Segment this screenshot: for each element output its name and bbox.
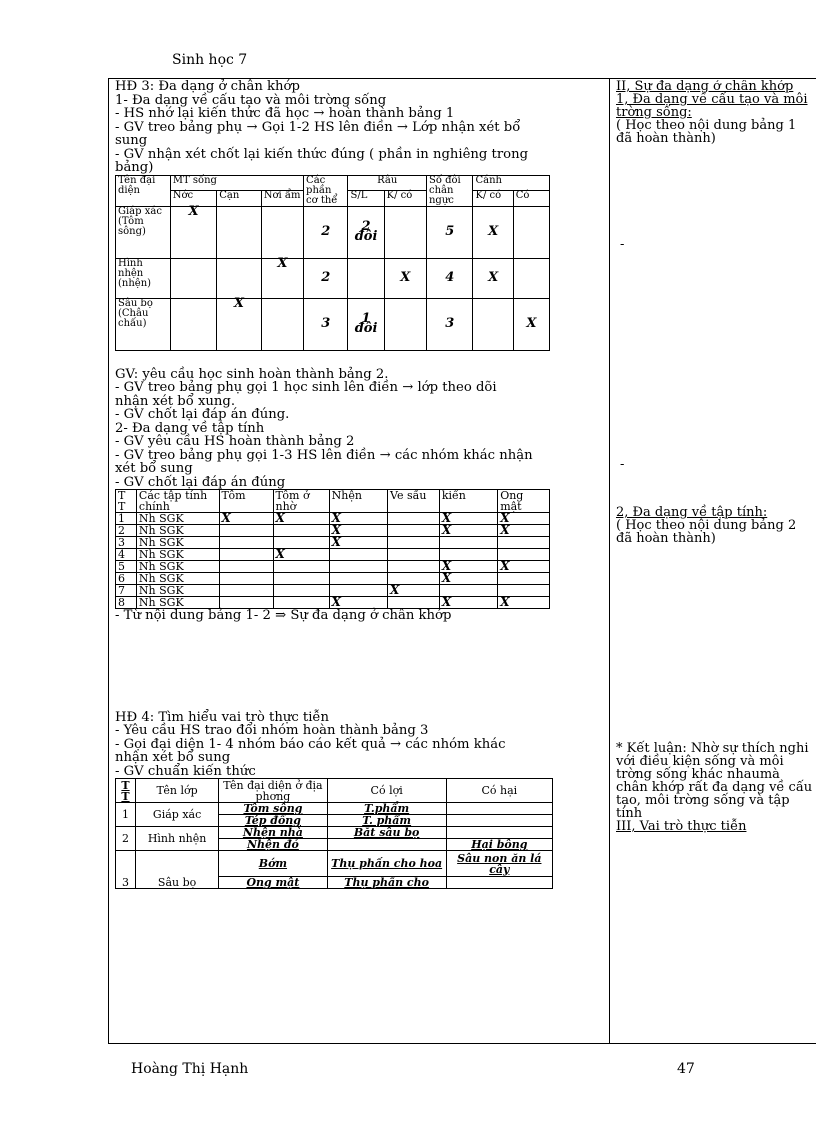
column-divider bbox=[609, 78, 610, 1044]
table-cell: X bbox=[439, 597, 497, 609]
table-cell bbox=[217, 258, 261, 298]
table-cell: X bbox=[439, 573, 497, 585]
text-line: - GV chuẩn kiến thức bbox=[115, 763, 256, 779]
text-line: - Từ nội dung bảng 1- 2 ⇒ Sự đa dạng ở chân khớp bbox=[115, 608, 452, 623]
table-cell: X bbox=[170, 206, 217, 258]
table-cell: Thụ phấn cho hoa bbox=[327, 851, 446, 877]
table-header: T T bbox=[116, 779, 136, 803]
table-cell: X bbox=[329, 597, 387, 609]
table-cell: Nhện nhà bbox=[219, 827, 327, 839]
table-cell: 2 bbox=[304, 258, 348, 298]
table-cell bbox=[388, 525, 440, 537]
conclusion-line: tính bbox=[616, 806, 643, 821]
footer-author: Hoàng Thị Hạnh bbox=[131, 1061, 249, 1077]
text-line: trờng sống: bbox=[616, 105, 692, 120]
table-cell: 4 bbox=[116, 549, 137, 561]
text-line: 1- Đa dạng về cấu tạo và môi trờng sống bbox=[115, 92, 387, 108]
table-header: kiến bbox=[439, 490, 497, 513]
table-cell bbox=[327, 839, 446, 851]
table-cell: Hình nhện (nhện) bbox=[116, 258, 171, 298]
table-header: Có hại bbox=[446, 779, 552, 803]
table-cell: 1 đôi bbox=[348, 298, 384, 350]
table-cell bbox=[513, 206, 549, 258]
table-cell: Thụ phấn cho bbox=[327, 877, 446, 889]
table-cell: Nh SGK bbox=[136, 585, 219, 597]
table-cell: X bbox=[498, 597, 550, 609]
table-header: Số đôi chân ngực bbox=[426, 175, 473, 206]
page-header-subject: Sinh học 7 bbox=[172, 52, 248, 68]
table-cell bbox=[384, 206, 426, 258]
table-cell bbox=[261, 206, 303, 258]
table-cell bbox=[388, 549, 440, 561]
conclusion-line: * Kết luận: Nhờ sự thích nghi bbox=[616, 741, 809, 756]
conclusion-line: tạo, môi trờng sống và tập bbox=[616, 793, 790, 808]
table-header: Tên đại diện ở địa phơng bbox=[219, 779, 327, 803]
table-row bbox=[116, 573, 550, 585]
table-cell: 2 bbox=[304, 206, 348, 258]
table-cell bbox=[388, 513, 440, 525]
table-cell: X bbox=[473, 206, 513, 258]
table-cell bbox=[446, 827, 552, 839]
table-cell bbox=[219, 585, 273, 597]
table-cell bbox=[329, 573, 387, 585]
table-cell: 1 bbox=[116, 513, 137, 525]
text-line: - GV chốt lại đáp án đúng bbox=[115, 474, 286, 490]
table-cell bbox=[446, 803, 552, 815]
hd3-title: HĐ 3: Đa dạng ở chân khớp bbox=[115, 79, 300, 94]
dash-marker: - bbox=[620, 237, 625, 252]
table-header: Tôm ở nhờ bbox=[273, 490, 329, 513]
table-cell: Giáp xác (Tôm sông) bbox=[116, 206, 171, 258]
table-row bbox=[116, 537, 550, 549]
table-cell: X bbox=[329, 513, 387, 525]
table-1-diversity-structure bbox=[115, 175, 550, 351]
text-line: 1, Đa dạng về cấu tạo và môi bbox=[616, 92, 808, 107]
text-line: đã hoàn thành) bbox=[616, 531, 716, 546]
table-row bbox=[116, 549, 550, 561]
table-cell: Nhện đỏ bbox=[219, 839, 327, 851]
table-2-behaviors bbox=[115, 489, 550, 609]
table-header: Râu bbox=[348, 175, 427, 191]
table-header: Tên lớp bbox=[136, 779, 219, 803]
table-3-practical-role bbox=[115, 778, 553, 889]
table-cell bbox=[446, 877, 552, 889]
table-cell bbox=[388, 561, 440, 573]
table-cell: 5 bbox=[426, 206, 473, 258]
table-cell bbox=[388, 537, 440, 549]
text-line: - HS nhớ lại kiến thức đã học → hoàn thành bảng 1 bbox=[115, 106, 455, 121]
section-title: II, Sự đa dạng ở chân khớp bbox=[616, 80, 794, 94]
table-cell bbox=[261, 298, 303, 350]
text-line: sung bbox=[115, 133, 148, 148]
table-cell: 3 bbox=[304, 298, 348, 350]
table-cell bbox=[439, 537, 497, 549]
table-cell bbox=[170, 258, 217, 298]
table-header: Nớc bbox=[170, 191, 217, 207]
dash-marker: - bbox=[620, 457, 625, 472]
table-cell bbox=[217, 206, 261, 258]
table-header: K/ có bbox=[384, 191, 426, 207]
text-line: nhận xét bổ sung bbox=[115, 750, 231, 765]
table-row bbox=[116, 597, 550, 609]
table-cell bbox=[329, 549, 387, 561]
table-cell bbox=[219, 525, 273, 537]
table-header: T T bbox=[116, 490, 137, 513]
text-line: - Gọi đại diện 1- 4 nhóm báo cáo kết quả → các nhóm khác bbox=[115, 736, 506, 752]
table-cell: Sâu non ăn lá cây bbox=[446, 851, 552, 877]
section-title: III, Vai trò thực tiễn bbox=[616, 819, 747, 834]
text-line: ( Học theo nội dung bảng 1 bbox=[616, 118, 797, 133]
table-cell: X bbox=[513, 298, 549, 350]
text-line: - Yêu cầu HS trao đổi nhóm hoàn thành bảng 3 bbox=[115, 723, 429, 738]
table-row bbox=[116, 561, 550, 573]
table-header: S/L bbox=[348, 191, 384, 207]
table-cell: X bbox=[329, 537, 387, 549]
text-line: ( Học theo nội dung bảng 2 bbox=[616, 518, 797, 533]
table-header: Ong mật bbox=[498, 490, 550, 513]
table-cell: Sâu bọ (Châu chấu) bbox=[116, 298, 171, 350]
table-cell: X bbox=[273, 549, 329, 561]
table-header: Tên đại diện bbox=[116, 175, 171, 206]
table-cell bbox=[329, 561, 387, 573]
table-header: K/ có bbox=[473, 191, 513, 207]
table-cell: X bbox=[498, 525, 550, 537]
table-cell: Ong mật bbox=[219, 877, 327, 889]
table-cell bbox=[219, 561, 273, 573]
table-header: Tôm bbox=[219, 490, 273, 513]
text-line: đã hoàn thành) bbox=[616, 131, 716, 146]
table-cell: 6 bbox=[116, 573, 137, 585]
table-cell bbox=[273, 585, 329, 597]
table-header: Các phần cơ thể bbox=[304, 175, 348, 206]
table-cell: 3 bbox=[426, 298, 473, 350]
text-line: 2- Đa dạng về tập tính bbox=[115, 420, 265, 436]
text-line: nhận xét bổ xung. bbox=[115, 393, 236, 409]
table-header: Có lợi bbox=[327, 779, 446, 803]
text-line: - GV treo bảng phụ gọi 1 học sinh lên điền → lớp theo dõi bbox=[115, 380, 497, 395]
table-cell: 3 bbox=[116, 537, 137, 549]
table-cell: X bbox=[498, 513, 550, 525]
table-cell bbox=[170, 298, 217, 350]
text-line: - GV treo bảng phụ gọi 1-3 HS lên điền → các nhóm khác nhận bbox=[115, 447, 533, 463]
table-cell: X bbox=[473, 258, 513, 298]
table-cell: Nh SGK bbox=[136, 561, 219, 573]
table-header: Ve sầu bbox=[388, 490, 440, 513]
table-cell bbox=[473, 298, 513, 350]
text-line: xét bổ sung bbox=[115, 461, 193, 476]
text-line: - GV yêu cầu HS hoàn thành bảng 2 bbox=[115, 434, 355, 449]
table-cell: X bbox=[273, 513, 329, 525]
table-cell bbox=[498, 537, 550, 549]
table-cell bbox=[273, 561, 329, 573]
table-cell bbox=[273, 573, 329, 585]
table-cell: Bắt sâu bọ bbox=[327, 827, 446, 839]
table-header: Cạn bbox=[217, 191, 261, 207]
table-cell: Nh SGK bbox=[136, 537, 219, 549]
text-line: bảng) bbox=[115, 160, 154, 175]
section-title: 2, Đa dạng về tập tính: bbox=[616, 505, 768, 520]
table-header: Nhện bbox=[329, 490, 387, 513]
table-cell: X bbox=[217, 298, 261, 350]
table-cell: X bbox=[261, 258, 303, 298]
table-cell: 2 bbox=[116, 827, 136, 851]
conclusion-line: trờng sống khác nhaumà bbox=[616, 767, 780, 782]
table-cell bbox=[219, 597, 273, 609]
table-cell: Nh SGK bbox=[136, 513, 219, 525]
table-cell bbox=[273, 525, 329, 537]
table-cell: 8 bbox=[116, 597, 137, 609]
table-cell: Sâu bọ bbox=[136, 851, 219, 889]
table-cell: Tép đồng bbox=[219, 815, 327, 827]
table-cell: Nh SGK bbox=[136, 573, 219, 585]
table-cell bbox=[219, 573, 273, 585]
table-cell: Nh SGK bbox=[136, 549, 219, 561]
table-cell: Bớm bbox=[219, 851, 327, 877]
table-cell: Hại bông bbox=[446, 839, 552, 851]
table-cell: 2 đôi bbox=[348, 206, 384, 258]
table-header: Cánh bbox=[473, 175, 550, 191]
table-cell bbox=[498, 573, 550, 585]
table-cell: Giáp xác bbox=[136, 803, 219, 827]
footer-page-number: 47 bbox=[677, 1061, 695, 1077]
text-line: GV: yêu cầu học sinh hoàn thành bảng 2. bbox=[115, 366, 389, 382]
table-cell: X bbox=[439, 513, 497, 525]
table-header: Nơi ẩm bbox=[261, 191, 303, 207]
notes-column bbox=[616, 80, 816, 1040]
table-cell: X bbox=[329, 525, 387, 537]
table-cell bbox=[273, 597, 329, 609]
table-cell: X bbox=[388, 585, 440, 597]
teacher-activities-column bbox=[115, 80, 607, 889]
table-cell: Nh SGK bbox=[136, 597, 219, 609]
hd4-title: HĐ 4: Tìm hiểu vai trò thực tiễn bbox=[115, 709, 330, 725]
conclusion-line: với điều kiện sống và môi bbox=[616, 754, 784, 769]
table-cell: Hình nhện bbox=[136, 827, 219, 851]
table-cell: Nh SGK bbox=[136, 525, 219, 537]
text-line: - GV nhận xét chốt lại kiến thức đúng ( phần in nghiêng trong bbox=[115, 146, 529, 162]
table-cell bbox=[513, 258, 549, 298]
table-cell: X bbox=[219, 513, 273, 525]
text-line: - GV treo bảng phụ → Gọi 1-2 HS lên điền → Lớp nhận xét bổ bbox=[115, 119, 521, 135]
table-cell: T.phẩm bbox=[327, 803, 446, 815]
table-cell bbox=[219, 549, 273, 561]
table-cell: X bbox=[439, 525, 497, 537]
table-cell bbox=[348, 258, 384, 298]
table-cell: X bbox=[498, 561, 550, 573]
table-cell: 7 bbox=[116, 585, 137, 597]
table-cell: 3 bbox=[116, 851, 136, 889]
table-cell bbox=[446, 815, 552, 827]
conclusion-line: chân khớp rất đa dạng về cấu bbox=[616, 780, 813, 795]
table-cell bbox=[384, 298, 426, 350]
table-cell: T. phẩm bbox=[327, 815, 446, 827]
table-header: Có bbox=[513, 191, 549, 207]
table-cell: 2 bbox=[116, 525, 137, 537]
table-cell: Tôm sông bbox=[219, 803, 327, 815]
table-cell bbox=[388, 597, 440, 609]
table-cell: 5 bbox=[116, 561, 137, 573]
table-cell: 1 bbox=[116, 803, 136, 827]
table-cell bbox=[219, 537, 273, 549]
table-header: Các tập tính chính bbox=[136, 490, 219, 513]
table-cell: 4 bbox=[426, 258, 473, 298]
table-header: MT sống bbox=[170, 175, 303, 191]
table-cell: X bbox=[439, 561, 497, 573]
table-cell: X bbox=[384, 258, 426, 298]
text-line: - GV chốt lại đáp án đúng. bbox=[115, 407, 290, 422]
